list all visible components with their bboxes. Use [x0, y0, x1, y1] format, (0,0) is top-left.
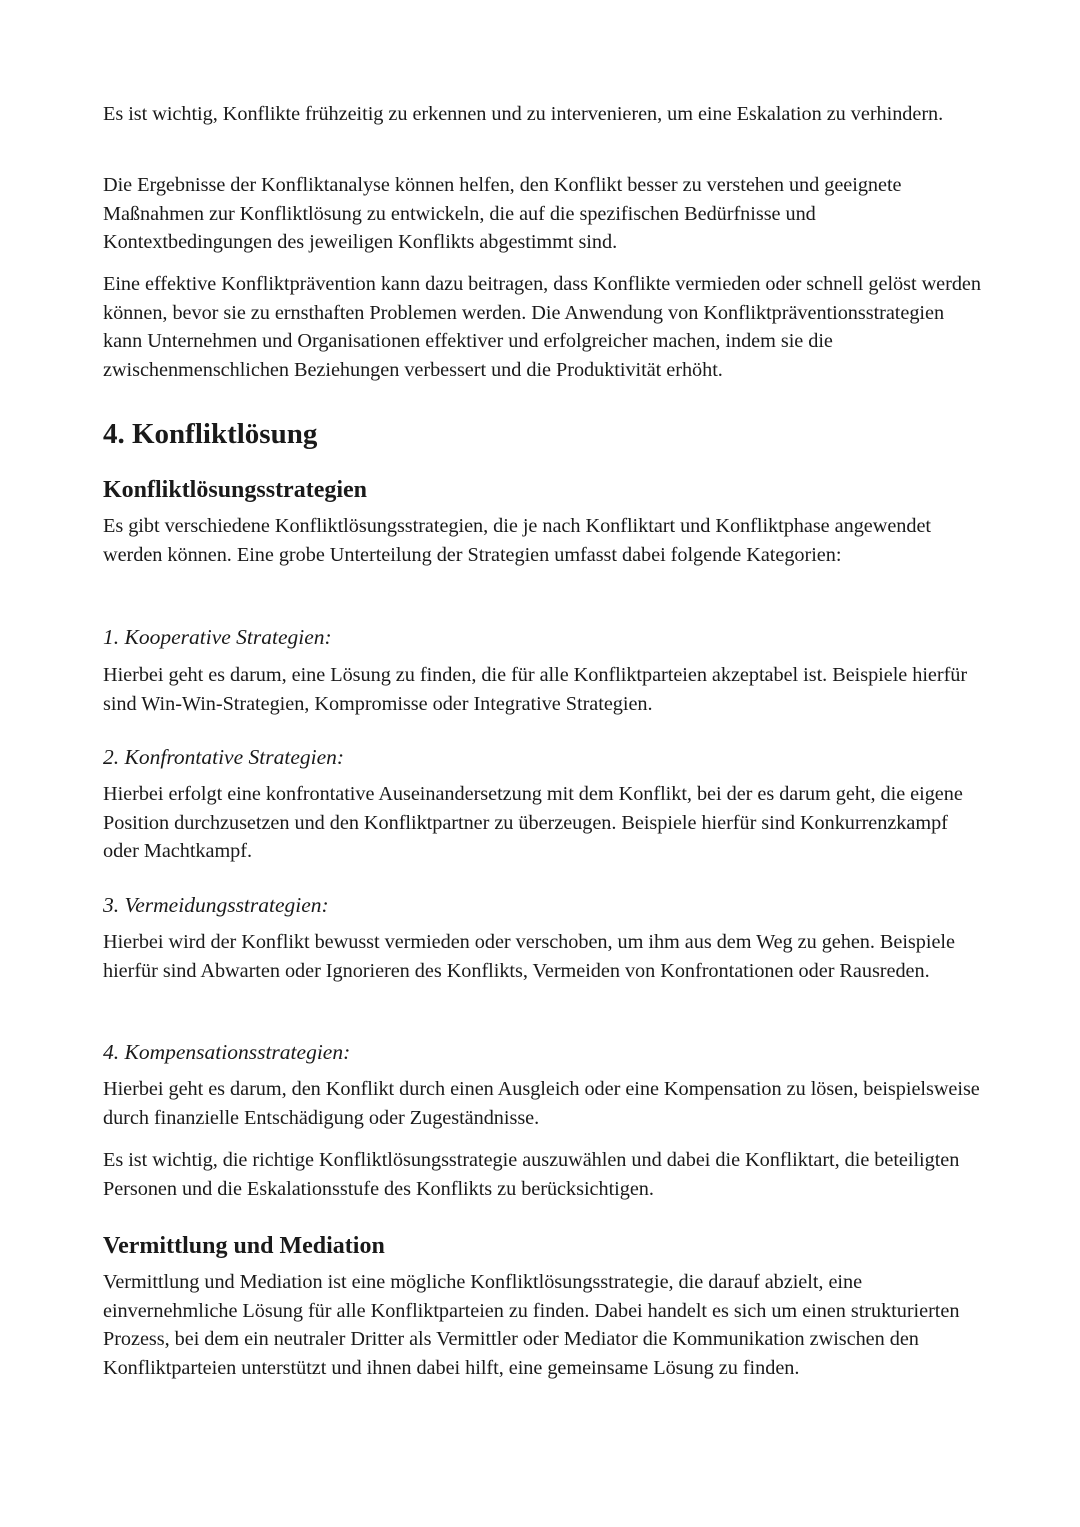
- strategy-title-vermeidung: 3. Vermeidungsstrategien:: [103, 893, 329, 917]
- strategy-title-kompensation: 4. Kompensationsstrategien:: [103, 1040, 351, 1064]
- intro-paragraph-3: Eine effektive Konfliktprävention kann dazu beitragen, dass Konflikte vermieden oder schnell gelöst werden können, bevor sie zu ernsthaften Problemen werden. Die Anwendung von Konfliktpräventionsstrategien kann Unternehmen und Organisationen effektiver und erfolgreicher machen, indem sie die zwischenmenschlichen Beziehungen verbessert und die Produktivität erhöht.: [103, 273, 981, 381]
- mediation-paragraph: Vermittlung und Mediation ist eine mögliche Konfliktlösungsstrategie, die darauf abzielt, eine einvernehmliche Lösung für alle Konfliktparteien zu finden. Dabei handelt es sich um einen strukturierten Prozess, bei dem ein neutraler Dritter als Vermittler oder Mediator die Kommunikation zwischen den Konfliktparteien unterstützt und ihnen dabei hilft, eine gemeinsame Lösung zu finden.: [103, 1271, 960, 1379]
- subsection-heading-mediation: Vermittlung und Mediation: [103, 1233, 385, 1259]
- strategy-text-konfrontativ: Hierbei erfolgt eine konfrontative Auseinandersetzung mit dem Konflikt, bei der es darum geht, die eigene Position durchzusetzen und den Konfliktpartner zu überzeugen. Beispiele hierfür sind Konkurrenzkampf oder Machtkampf.: [103, 783, 963, 863]
- section-heading-konfliktloesung: 4. Konfliktlösung: [103, 418, 318, 450]
- strategy-title-konfrontativ: 2. Konfrontative Strategien:: [103, 745, 345, 769]
- strategy-text-kooperativ: Hierbei geht es darum, eine Lösung zu finden, die für alle Konfliktparteien akzeptabel ist. Beispiele hierfür sind Win-Win-Strategien, Kompromisse oder Integrative Strategien.: [103, 664, 968, 715]
- strategy-text-kompensation: Hierbei geht es darum, den Konflikt durch einen Ausgleich oder eine Kompensation zu lösen, beispielsweise durch finanzielle Entschädigung oder Zugeständnisse.: [103, 1078, 980, 1129]
- intro-paragraph-1: Es ist wichtig, Konflikte frühzeitig zu erkennen und zu intervenieren, um eine Eskalation zu verhindern.: [103, 103, 944, 125]
- subsection-heading-strategien: Konfliktlösungsstrategien: [103, 477, 368, 503]
- intro-paragraph-2: Die Ergebnisse der Konfliktanalyse können helfen, den Konflikt besser zu verstehen und geeignete Maßnahmen zur Konfliktlösung zu entwickeln, die auf die spezifischen Bedürfnisse und Kontextbedingungen des jeweiligen Konflikts abgestimmt sind.: [103, 174, 902, 254]
- strategies-conclusion-paragraph: Es ist wichtig, die richtige Konfliktlösungsstrategie auszuwählen und dabei die Konfliktart, die beteiligten Personen und die Eskalationsstufe des Konflikts zu berücksichtigen.: [103, 1149, 960, 1200]
- strategy-text-vermeidung: Hierbei wird der Konflikt bewusst vermieden oder verschoben, um ihm aus dem Weg zu gehen. Beispiele hierfür sind Abwarten oder Ignorieren des Konflikts, Vermeiden von Konfrontationen oder Rausreden.: [103, 931, 955, 982]
- strategy-title-kooperativ: 1. Kooperative Strategien:: [103, 625, 332, 649]
- strategies-intro-paragraph: Es gibt verschiedene Konfliktlösungsstrategien, die je nach Konfliktart und Konfliktphase angewendet werden können. Eine grobe Unterteilung der Strategien umfasst dabei folgende Kategorien:: [103, 515, 931, 566]
